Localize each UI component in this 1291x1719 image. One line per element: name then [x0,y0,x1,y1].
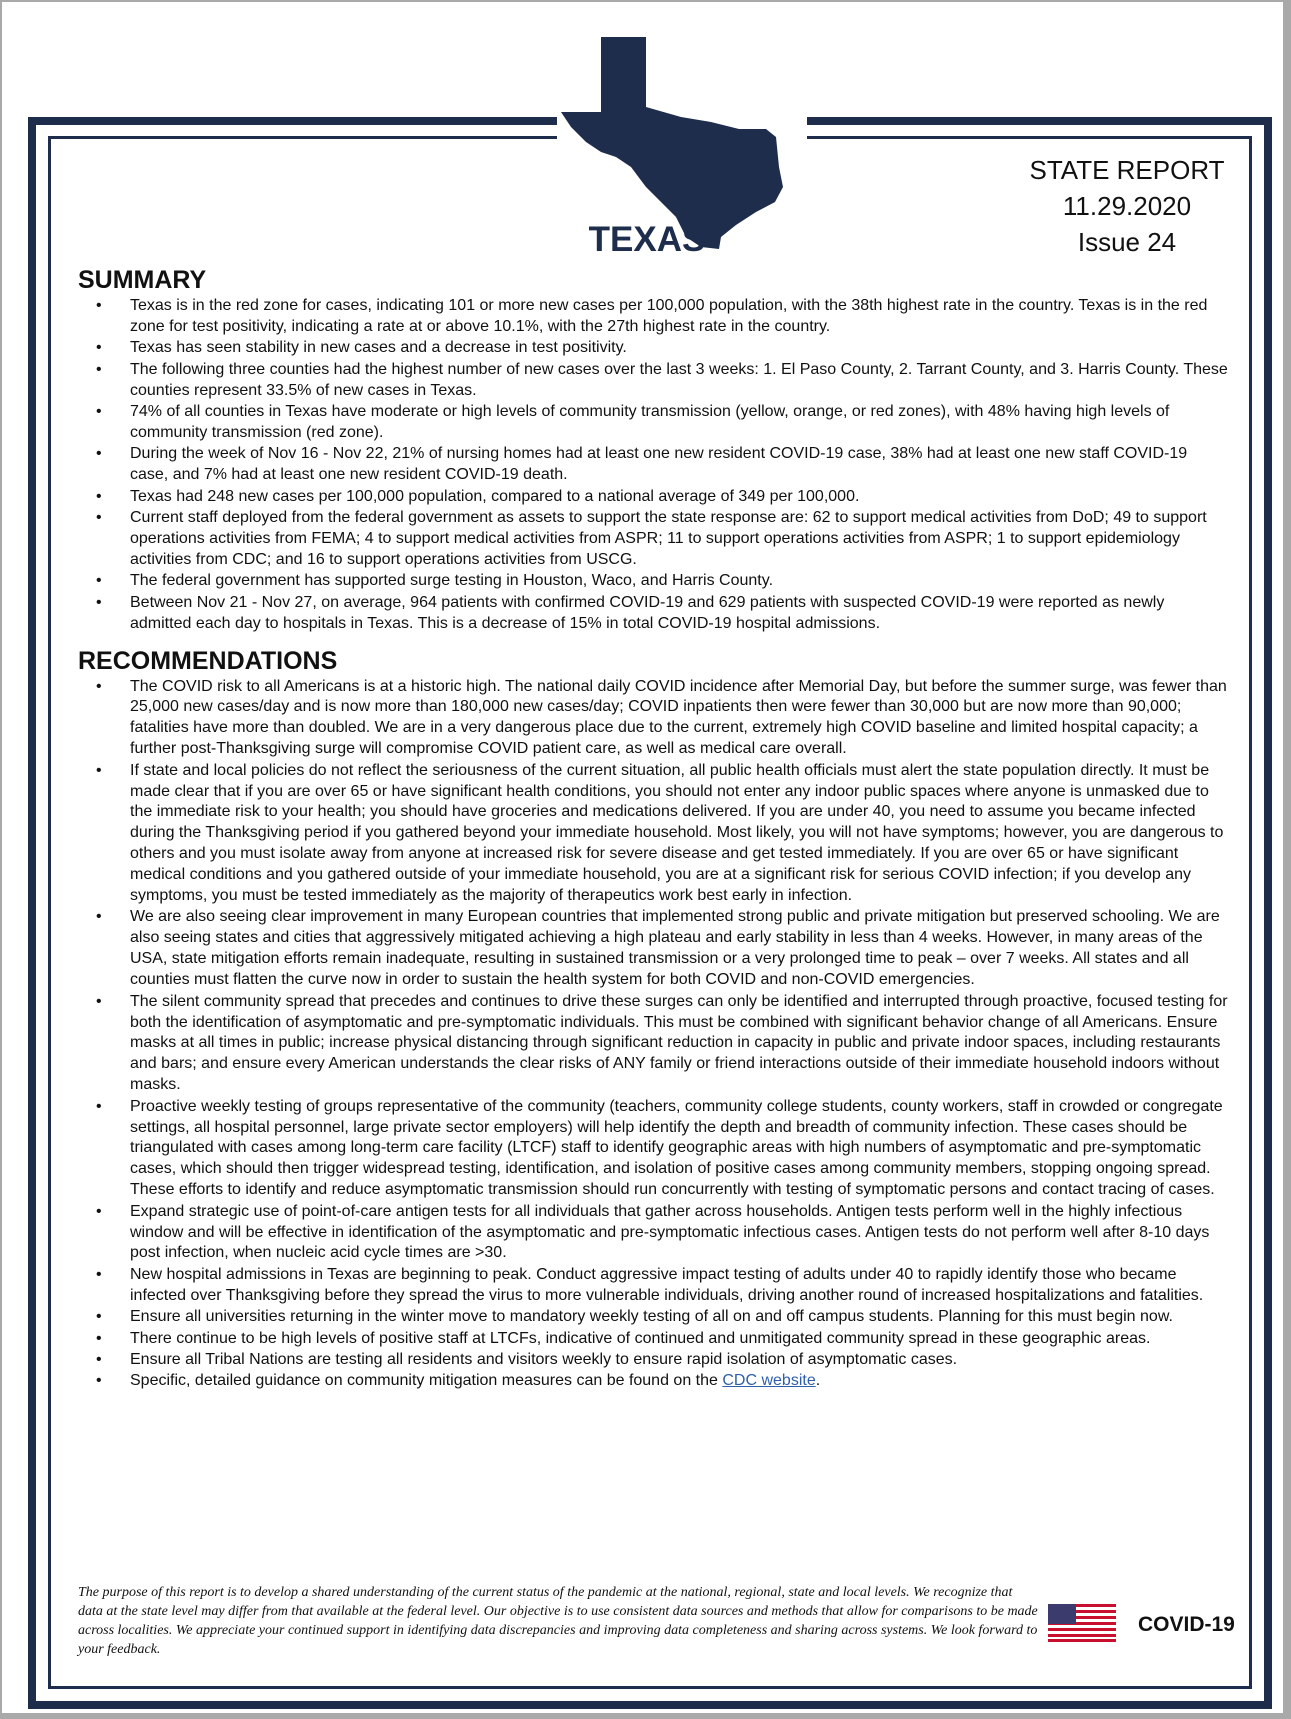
recommendation-item: • Proactive weekly testing of groups representative of the community (teachers, community college students, county workers, staff in crowded or congregate settings, all hospital personnel, large private sector employers) will help identify the depth and breadth of community infection. These cases should be triangulated with cases among long-term care facility (LTCF) staff to identify geographic areas with high numbers of asymptomatic and pre-symptomatic cases, which should then trigger widespread testing, identification, and isolation of positive cases among community members, stopping ongoing spread. These efforts to identify and reduce asymptomatic transmission should run concurrently with testing of symptomatic persons and contact tracing of cases. [78,1097,1228,1202]
cdc-website-link[interactable]: CDC website [722,1372,816,1390]
state-title: TEXAS [588,220,706,259]
covid-19-label: COVID-19 [1138,1613,1235,1636]
summary-item: • Texas has seen stability in new cases and a decrease in test positivity. [78,338,1228,359]
footer-note: The purpose of this report is to develop a shared understanding of the current status of the pandemic at the national, regional, state and local levels. We recognize that data at the state level may differ from that available at the federal level. Our objective is to use consistent data sources and methods that allow for comparisons to be made across localities. We appreciate your continued support in identifying data discrepancies and improving data completeness and sharing across systems. We look forward to your feedback. [78,1585,1038,1657]
texas-map-icon [561,37,792,249]
cdc-guidance-suffix: . [815,1372,821,1390]
summary-item: • The following three counties had the highest number of new cases over the last 3 weeks: 1. El Paso County, 2. Tarrant County, and 3. Harris County. These counties represent 33.5% of new cases in Texas. [78,360,1228,402]
summary-item: • 74% of all counties in Texas have moderate or high levels of community transmission (yellow, orange, or red zones), with 48% having high levels of community transmission (red zone). [78,402,1228,444]
summary-item: • During the week of Nov 16 - Nov 22, 21% of nursing homes had at least one new resident COVID-19 case, 38% had at least one new staff COVID-19 case, and 7% had at least one new resident COVID-19 death. [78,444,1228,486]
recommendation-item: • If state and local policies do not reflect the seriousness of the current situation, all public health officials must alert the state population directly. It must be made clear that if you are over 65 or have significant health conditions, you should not enter any indoor public spaces where anyone is unmasked due to the immediate risk to your health; you should have groceries and medications delivered. If you are under 40, you need to assume you became infected during the Thanksgiving period if you gathered beyond your immediate household. Most likely, you will not have symptoms; however, you are dangerous to others and you must isolate away from anyone at increased risk for severe disease and get tested immediately. If you are over 65 or have significant medical conditions and you gathered outside of your immediate household, you are at a significant risk for serious COVID infection; if you develop any symptoms, you must be tested immediately as the majority of therapeutics work best early in infection. [78,761,1228,907]
summary-list [78,296,1228,635]
summary-item: • Between Nov 21 - Nov 27, on average, 964 patients with confirmed COVID-19 and 629 patients with suspected COVID-19 were reported as newly admitted each day to hospitals in Texas. This is a decrease of 15% in total COVID-19 hospital admissions. [78,593,1228,635]
recommendation-item: • New hospital admissions in Texas are beginning to peak. Conduct aggressive impact testing of adults under 40 to rapidly identify those who became infected over Thanksgiving before they spread the virus to more vulnerable individuals, driving another round of increased hospitalizations and fatalities. [78,1265,1228,1307]
recommendation-item: • Ensure all Tribal Nations are testing all residents and visitors weekly to ensure rapid isolation of asymptomatic cases. [78,1350,1228,1371]
recommendation-item: • Expand strategic use of point-of-care antigen tests for all individuals that gather across households. Antigen tests perform well in the highly infectious window and will be effective in identification of the asymptomatic and pre-symptomatic infectious cases. Antigen tests do not perform well after 8-10 days post infection, when nucleic acid cycle times are >30. [78,1202,1228,1265]
recommendation-item: • The silent community spread that precedes and continues to drive these surges can only be identified and interrupted through proactive, focused testing for both the identification of asymptomatic and pre-symptomatic individuals. This must be combined with significant behavior change of all Americans. Ensure masks at all times in public; increase physical distancing through significant reduction in capacity in public and private indoor spaces, including restaurants and bars; and ensure every American understands the clear risks of ANY family or friend interactions outside of their immediate household indoors without masks. [78,992,1228,1097]
summary-heading: SUMMARY [78,266,207,294]
us-flag-icon [1048,1604,1116,1642]
recommendation-item: • We are also seeing clear improvement in many European countries that implemented strong public and private mitigation but preserved schooling. We are also seeing states and cities that aggressively mitigated achieving a high plateau and early stability in less than 4 weeks. However, in many areas of the USA, state mitigation efforts remain inadequate, resulting in sustained transmission or a very prolonged time to peak – over 7 weeks. All states and all counties must flatten the curve now in order to sustain the health system for both COVID and non-COVID emergencies. [78,907,1228,991]
cdc-guidance-text: Specific, detailed guidance on community mitigation measures can be found on the [130,1372,723,1390]
summary-item: • Texas had 248 new cases per 100,000 population, compared to a national average of 349 per 100,000. [78,487,1228,508]
recommendation-item-last [78,1371,1228,1392]
summary-item: • Texas is in the red zone for cases, indicating 101 or more new cases per 100,000 population, with the 38th highest rate in the country. Texas is in the red zone for test positivity, indicating a rate at or above 10.1%, with the 27th highest rate in the country. [78,296,1228,338]
recommendation-item: • Ensure all universities returning in the winter move to mandatory weekly testing of all on and off campus students. Planning for this must begin now. [78,1307,1228,1328]
report-page [2,2,1283,1713]
report-date: 11.29.2020 [1062,191,1192,221]
report-info [1012,152,1242,260]
recommendations-list [78,677,1228,1393]
recommendation-item: • The COVID risk to all Americans is at a historic high. The national daily COVID incidence after Memorial Day, but before the summer surge, was fewer than 25,000 new cases/day and is now more than 180,000 new cases/day; COVID inpatients then were fewer than 30,000 but are now more than 90,000; fatalities have more than doubled. We are in a very dangerous place due to the current, extremely high COVID baseline and limited hospital capacity; a further post-Thanksgiving surge will compromise COVID patient care, as well as medical care overall. [78,677,1228,761]
summary-item: • The federal government has supported surge testing in Houston, Waco, and Harris County. [78,571,1228,592]
report-issue: Issue 24 [1077,227,1177,257]
recommendation-item: • There continue to be high levels of positive staff at LTCFs, indicative of continued and unmitigated community spread in these geographic areas. [78,1329,1228,1350]
report-content [78,264,1228,1393]
recommendations-heading: RECOMMENDATIONS [78,646,338,675]
summary-item: • Current staff deployed from the federal government as assets to support the state response are: 62 to support medical activities from DoD; 49 to support operations activities from FEMA; 4 to support medical activities from ASPR; 11 to support operations activities from ASPR; 1 to support epidemiology activities from CDC; and 16 to support operations activities from USCG. [78,508,1228,571]
report-type: STATE REPORT [1029,155,1225,185]
